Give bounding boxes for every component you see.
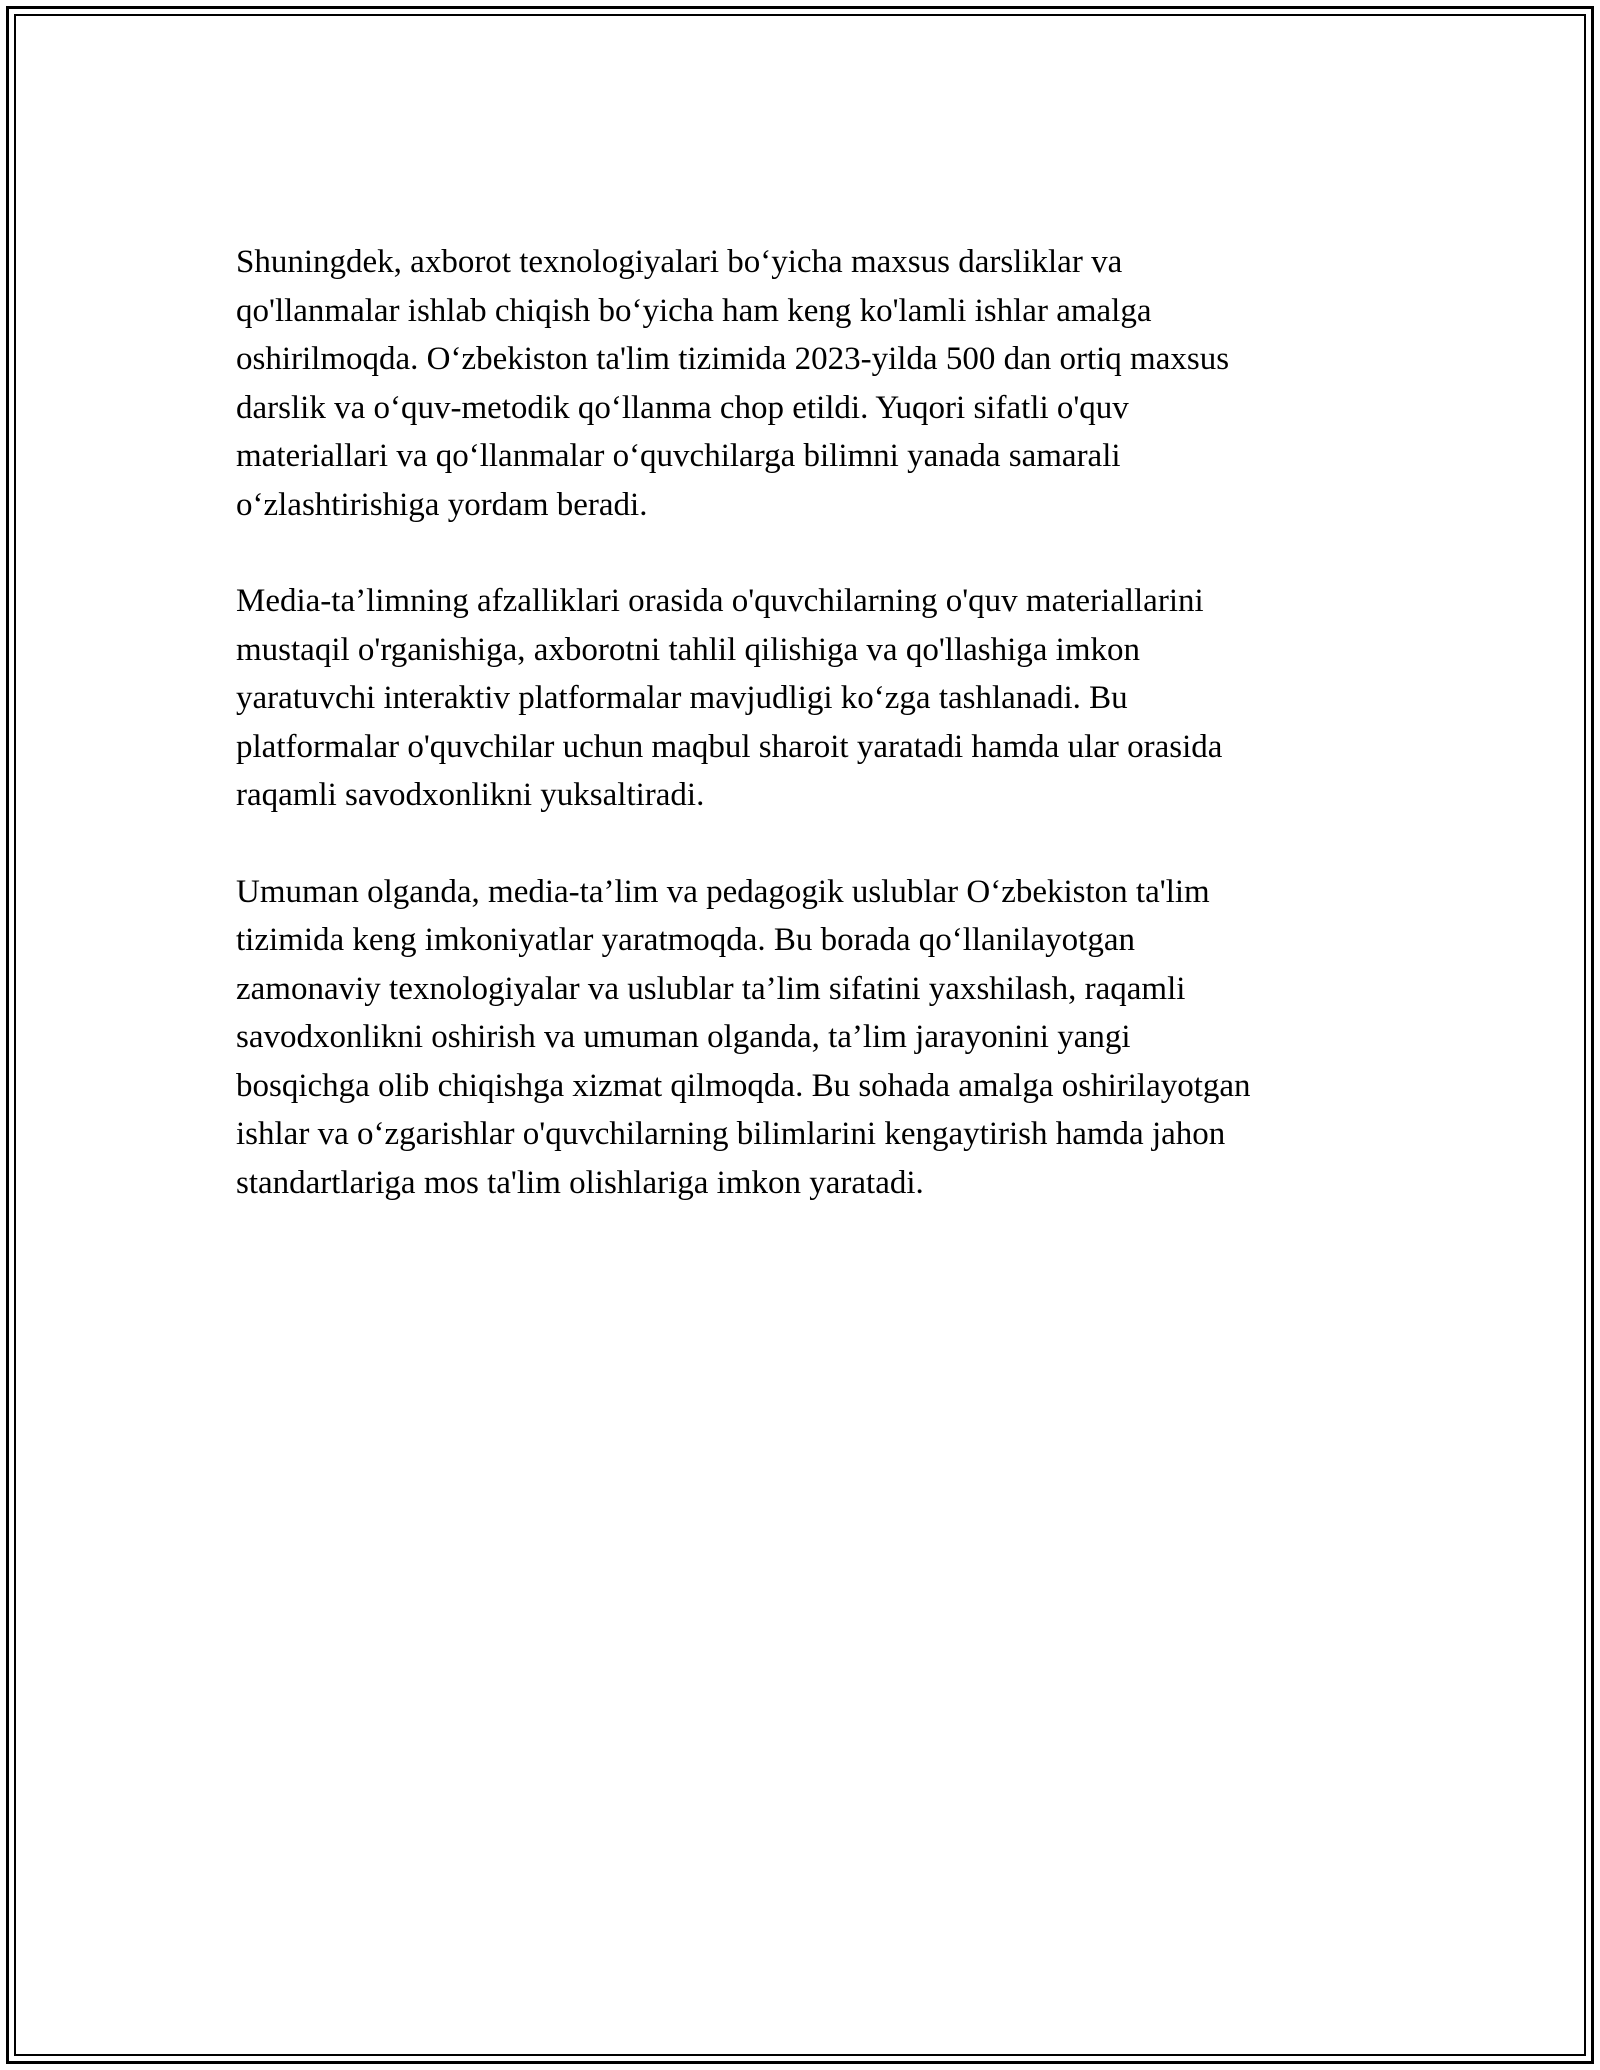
text-line: platformalar o'quvchilar uchun maqbul sharoit yaratadi hamda ular orasida — [236, 728, 1223, 765]
text-line: Media-ta’limning afzalliklari orasida o'quvchilarning o'quv materiallarini — [236, 583, 1204, 619]
text-line: Umuman olganda, media-ta’lim va pedagogik uslublar O‘zbekiston ta'lim — [236, 873, 1210, 910]
paragraph-3 — [236, 868, 1372, 1208]
text-line: qo'llanmalar ishlab chiqish bo‘yicha ham keng ko'lamli ishlar amalga — [236, 292, 1152, 329]
text-line: raqamli savodxonlikni yuksaltiradi. — [236, 777, 705, 813]
text-line: tizimida keng imkoniyatlar yaratmoqda. Bu borada qo‘llanilayotgan — [236, 922, 1135, 958]
text-line: o‘zlashtirishiga yordam beradi. — [236, 486, 648, 523]
text-line: standartlariga mos ta'lim olishlariga imkon yaratadi. — [236, 1164, 924, 1201]
paragraph-1 — [236, 238, 1372, 529]
text-line: Shuningdek, axborot texnologiyalari bo‘yicha maxsus darsliklar va — [236, 244, 1123, 280]
document-body — [236, 238, 1372, 1255]
text-line: darslik va o‘quv-metodik qo‘llanma chop etildi. Yuqori sifatli o'quv — [236, 389, 1129, 426]
text-line: oshirilmoqda. O‘zbekiston ta'lim tizimida 2023-yilda 500 dan ortiq maxsus — [236, 341, 1230, 377]
text-line: savodxonlikni oshirish va umuman olganda, ta’lim jarayonini yangi — [236, 1019, 1131, 1055]
paragraph-2 — [236, 577, 1372, 820]
text-line: zamonaviy texnologiyalar va uslublar ta’lim sifatini yaxshilash, raqamli — [236, 970, 1186, 1007]
text-line: bosqichga olib chiqishga xizmat qilmoqda. Bu sohada amalga oshirilayotgan — [236, 1067, 1251, 1104]
text-line: yaratuvchi interaktiv platformalar mavjudligi ko‘zga tashlanadi. Bu — [236, 680, 1128, 716]
text-line: mustaqil o'rganishiga, axborotni tahlil qilishiga va qo'llashiga imkon — [236, 631, 1141, 668]
text-line: materiallari va qo‘llanmalar o‘quvchilarga bilimni yanada samarali — [236, 438, 1121, 474]
text-line: ishlar va o‘zgarishlar o'quvchilarning bilimlarini kengaytirish hamda jahon — [236, 1116, 1226, 1152]
